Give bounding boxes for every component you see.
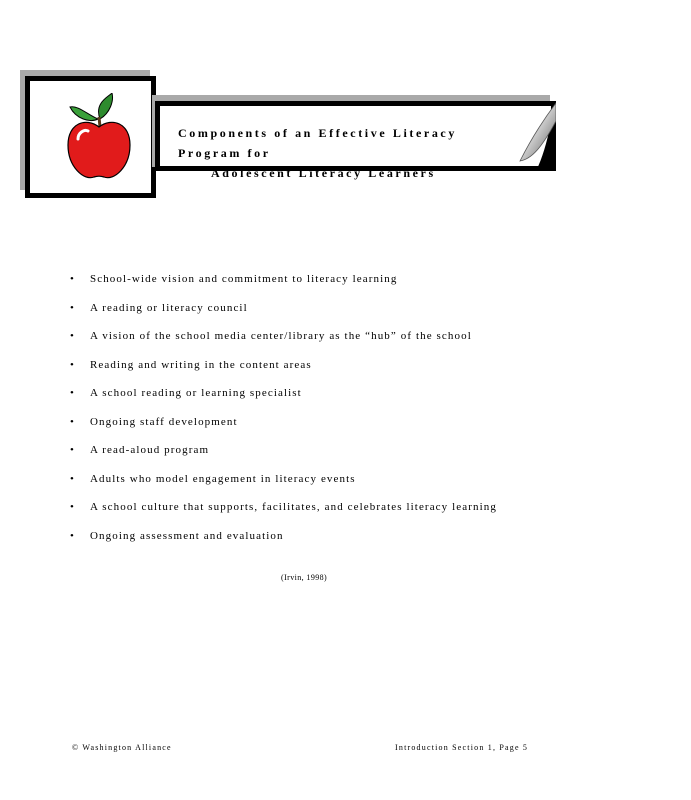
list-item-text: Reading and writing in the content areas: [90, 358, 312, 371]
title-line-1: Components of an Effective Literacy Program for: [178, 126, 457, 160]
list-item-text: A school reading or learning specialist: [90, 387, 302, 399]
footer-page-number: Introduction Section 1, Page 5: [395, 743, 529, 752]
page-curl-icon: [506, 101, 556, 171]
list-item-text: A vision of the school media center/library as the “hub” of the school: [90, 330, 472, 342]
list-item: [70, 527, 497, 556]
list-item-text: A school culture that supports, facilitates, and celebrates literacy learning: [90, 501, 497, 513]
list-item-text: A read-aloud program: [90, 444, 210, 456]
bullet: •: [70, 529, 75, 542]
bullet: •: [70, 301, 75, 314]
components-list: [70, 270, 497, 555]
list-item: [70, 299, 497, 328]
list-item: [70, 498, 497, 527]
title-line-2: Adolescent Literacy Learners: [211, 166, 436, 180]
list-item-text: Adults who model engagement in literacy events: [90, 472, 356, 485]
apple-box: [25, 76, 156, 198]
bullet: •: [70, 358, 75, 371]
bullet: •: [70, 444, 75, 456]
footer-copyright: © Washington Alliance: [72, 743, 172, 752]
citation: (Irvin, 1998): [281, 573, 328, 582]
page-title: [178, 123, 518, 183]
list-item: [70, 441, 497, 470]
list-item-text: Ongoing staff development: [90, 415, 238, 428]
title-banner: [155, 101, 556, 180]
list-item: [70, 413, 497, 442]
apple-icon: [64, 93, 134, 181]
list-item: [70, 327, 497, 356]
list-item: [70, 356, 497, 385]
list-item-text: Ongoing assessment and evaluation: [90, 529, 284, 542]
list-item-text: School-wide vision and commitment to literacy learning: [90, 273, 398, 285]
bullet: •: [70, 387, 75, 399]
bullet: •: [70, 330, 75, 342]
list-item-text: A reading or literacy council: [90, 301, 248, 314]
bullet: •: [70, 472, 75, 485]
list-item: [70, 470, 497, 499]
bullet: •: [70, 273, 75, 285]
list-item: [70, 270, 497, 299]
bullet: •: [70, 501, 75, 513]
list-item: [70, 384, 497, 413]
bullet: •: [70, 415, 75, 428]
